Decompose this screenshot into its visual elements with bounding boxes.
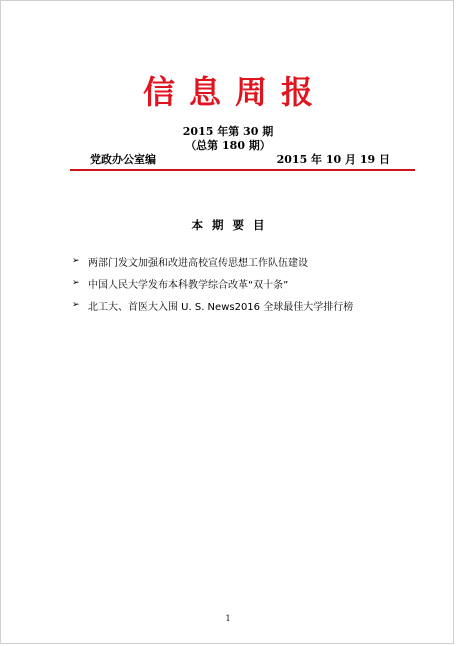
header-divider	[70, 169, 415, 171]
toc-list	[72, 250, 412, 316]
issue-total-number: （总第 180 期）	[185, 139, 271, 152]
toc-item-text: 北工大、首医大入围 U. S. News2016 全球最佳大学排行榜	[88, 301, 354, 313]
arrow-bullet-icon: ➢	[72, 278, 80, 288]
toc-item-text: 两部门发文加强和改进高校宣传思想工作队伍建设	[88, 257, 308, 269]
editor-row	[90, 153, 390, 167]
toc-item-text: 中国人民大学发布本科教学综合改革“双十条”	[88, 279, 289, 291]
toc-item[interactable]	[72, 250, 412, 272]
masthead-title: 信息周报	[142, 73, 327, 111]
toc-item[interactable]	[72, 272, 412, 294]
page-number: 1	[225, 614, 231, 623]
arrow-bullet-icon: ➢	[72, 256, 80, 266]
editor-office: 党政办公室编	[90, 153, 156, 166]
issue-date: 2015 年 10 月 19 日	[276, 153, 390, 166]
toc-title: 本期要目	[191, 218, 274, 232]
arrow-bullet-icon: ➢	[72, 300, 80, 310]
issue-number: 2015 年第 30 期	[182, 125, 274, 138]
toc-item[interactable]	[72, 294, 412, 316]
